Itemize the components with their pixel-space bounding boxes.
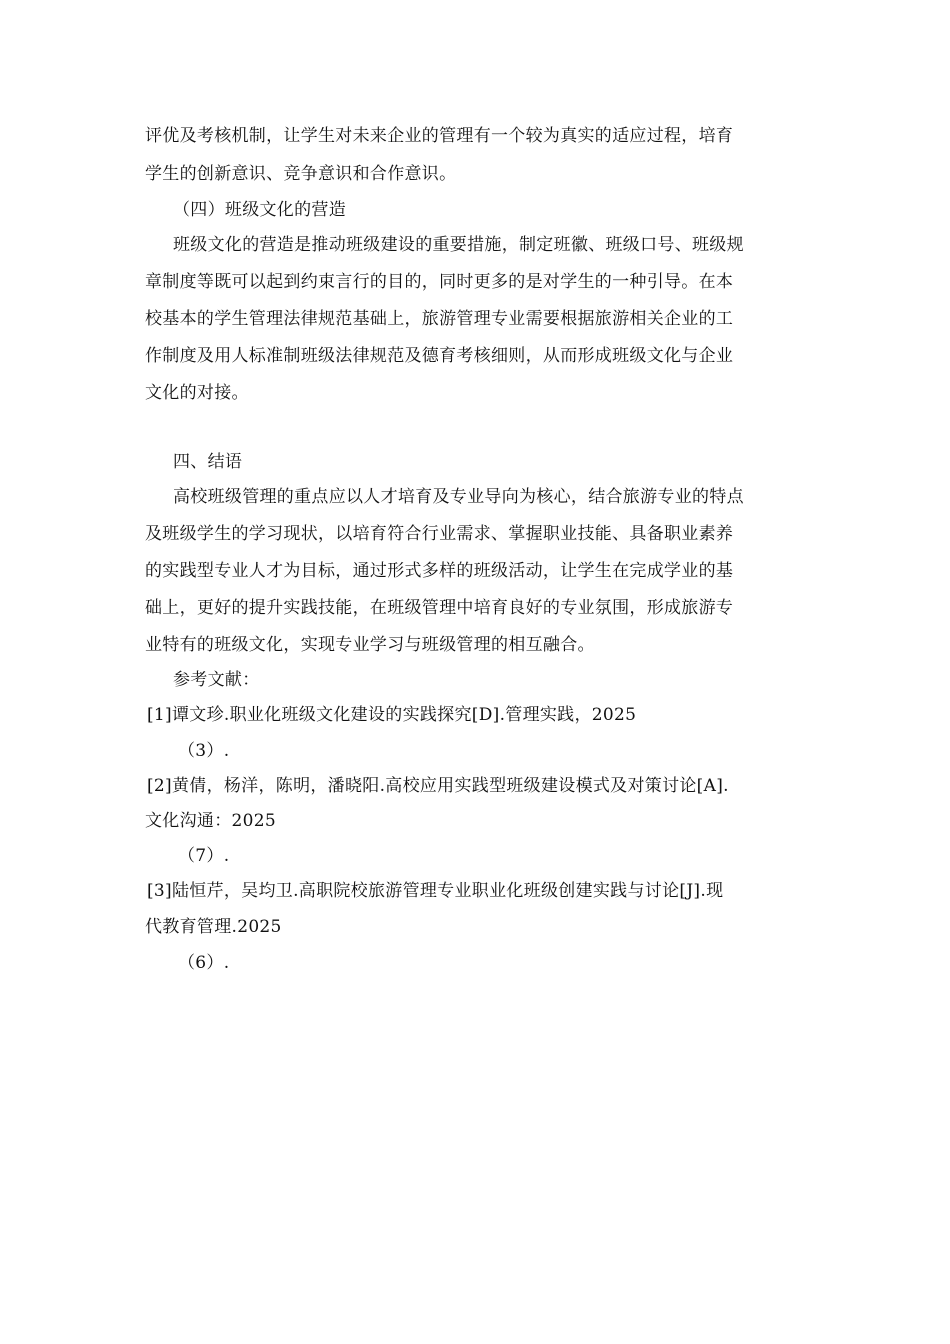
reference-item-continuation: 文化沟通：2025 [145,811,276,831]
reference-item-continuation: （3）. [178,741,230,761]
paragraph-line: 高校班级管理的重点应以人才培育及专业导向为核心，结合旅游专业的特点 [173,487,744,507]
paragraph-line: 校基本的学生管理法律规范基础上，旅游管理专业需要根据旅游相关企业的工 [145,309,734,329]
paragraph-line: 学生的创新意识、竞争意识和合作意识。 [145,164,457,184]
subheading-class-culture: （四）班级文化的营造 [173,200,346,220]
paragraph-line: 作制度及用人标准制班级法律规范及德育考核细则，从而形成班级文化与企业 [145,346,734,366]
section-heading-conclusion: 四、结语 [173,452,243,472]
reference-item-continuation: 代教育管理.2025 [145,917,282,937]
paragraph-line: 业特有的班级文化，实现专业学习与班级管理的相互融合。 [145,635,595,655]
paragraph-line: 及班级学生的学习现状，以培育符合行业需求、掌握职业技能、具备职业素养 [145,524,734,544]
reference-item-continuation: （7）. [178,846,230,866]
paragraph-line: 文化的对接。 [145,383,249,403]
paragraph-line: 的实践型专业人才为目标，通过形式多样的班级活动，让学生在完成学业的基 [145,561,734,581]
paragraph-line: 章制度等既可以起到约束言行的目的，同时更多的是对学生的一种引导。在本 [145,272,734,292]
paragraph-line: 础上，更好的提升实践技能，在班级管理中培育良好的专业氛围，形成旅游专 [145,598,734,618]
references-heading: 参考文献： [173,670,260,690]
paragraph-line: 班级文化的营造是推动班级建设的重要措施，制定班徽、班级口号、班级规 [173,235,744,255]
reference-item-continuation: （6）. [178,953,230,973]
reference-item: [3]陆恒芹，吴均卫.高职院校旅游管理专业职业化班级创建实践与讨论[J].现 [147,881,724,901]
reference-item: [2]黄倩，杨洋，陈明，潘晓阳.高校应用实践型班级建设模式及对策讨论[A]. [147,776,729,796]
reference-item: [1]谭文珍.职业化班级文化建设的实践探究[D].管理实践，2025 [147,705,637,725]
paragraph-line: 评优及考核机制，让学生对未来企业的管理有一个较为真实的适应过程，培育 [145,126,734,146]
